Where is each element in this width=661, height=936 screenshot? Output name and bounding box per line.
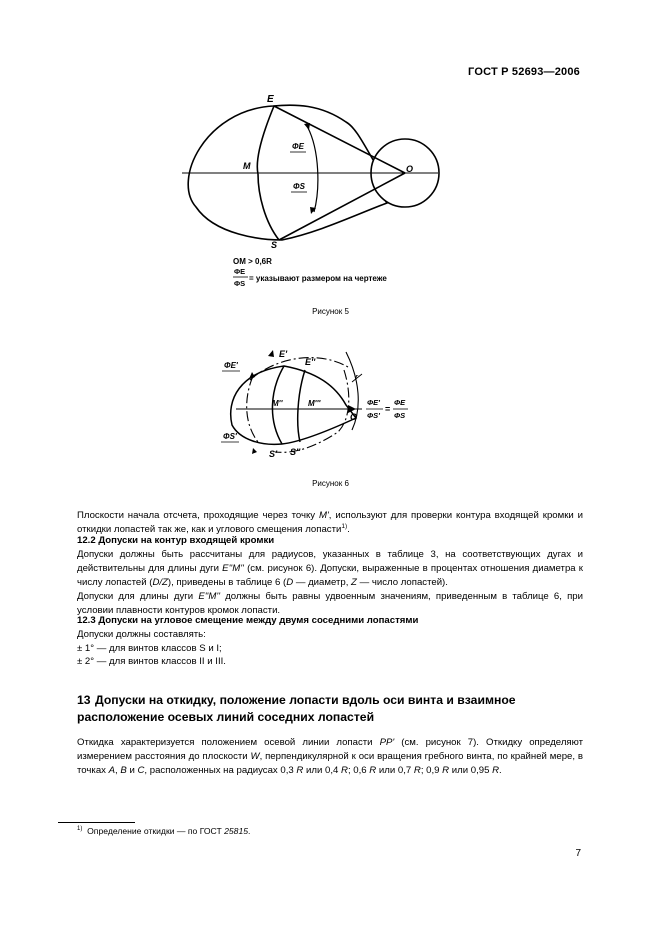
fig5-note-text: = указывают размером на чертеже: [249, 274, 387, 283]
fig5-arc-ms: [258, 174, 279, 240]
fig6-label-r: r: [355, 372, 358, 382]
fig5-label-phi-s: ΦS: [293, 182, 305, 191]
fig6-eq-right-num: ΦE: [394, 398, 406, 407]
fig6-label-m1: M'': [272, 399, 283, 408]
paragraph-reference-planes: Плоскости начала отсчета, проходящие через точку M', используют для проверки контура входящей кромки и откидки лопастей так же, как и углового смещения лопасти$^{1)}$.: [77, 510, 584, 535]
fig5-angle-arc: [307, 126, 318, 212]
fig6-eq-left-den: ΦS': [367, 411, 380, 420]
list-item-classes-ii-iii: ± 2° — для винтов классов II и III.: [77, 656, 226, 667]
fig5-arc-em: [257, 106, 274, 174]
fig6-arc-e2: [298, 370, 305, 442]
fig6-eq-right-den: ΦS: [394, 411, 406, 420]
footnote: $^{1)}$ Определение откидки — по ГОСТ 25815.: [77, 826, 251, 836]
paragraph-arc-length: Допуски для длины дуги E''M'' должны быть равны удвоенным значениям, приведенным в таблице 6, при условии плавности контуров кромок лопасти.: [77, 591, 583, 616]
fig5-label-m: M: [243, 161, 251, 171]
fig6-label-s1: S': [269, 449, 278, 459]
section-12-3-heading: 12.3 Допуски на угловое смещение между двумя соседними лопастями: [77, 615, 419, 626]
paragraph-tolerances-radii: Допуски должны быть рассчитаны для радиусов, указанных в таблице 3, на соответствующих дугах и действительны для длины дуги E''M'' (см. рисунок 6). Допуски, выраженные в процентах отношения диаметра к числу лопастей (D/Z), приведены в таблице 6 (D — диаметр, Z — число лопастей).: [77, 549, 583, 588]
page-number: 7: [575, 848, 581, 859]
fig5-note-frac-den: ΦS: [234, 279, 246, 288]
fig5-label-e: E: [267, 94, 274, 105]
fig6-eq-sign: =: [385, 404, 391, 414]
fig5-line-eo: [274, 106, 405, 173]
fig6-label-e1: E': [279, 349, 288, 359]
paragraph-tolerances-should: Допуски должны составлять:: [77, 629, 206, 640]
footnote-divider: [58, 822, 135, 823]
fig6-label-phi-s1: ΦS': [223, 432, 237, 441]
list-item-classes-s-i: ± 1° — для винтов классов S и I;: [77, 643, 222, 654]
fig6-label-s2: S'': [290, 447, 301, 457]
section-13-heading: 13 Допуски на откидку, положение лопасти вдоль оси винта и взаимное расположение осевых линий соседних лопастей: [77, 693, 516, 724]
fig5-label-phi-e: ΦE: [292, 142, 304, 151]
fig5-label-s: S: [271, 240, 278, 250]
fig6-label-e2: E'': [305, 357, 316, 367]
figure-5-caption: Рисунок 5: [312, 307, 349, 316]
fig6-eq-left-num: ΦE': [367, 398, 380, 407]
figure-6: [231, 352, 359, 452]
fig6-label-m2: M''': [308, 399, 321, 408]
paragraph-rake-definition: Откидка характеризуется положением осевой линии лопасти PP' (см. рисунок 7). Откидку определяют измерением расстояния до плоскости W, перпендикулярной к оси вращения гребного винта, по крайней мере, в точках A, B и C, расположенных на радиусах 0,3 R или 0,4 R; 0,6 R или 0,7 R; 0,9 R или 0,95 R.: [77, 737, 583, 776]
figure-6-caption: Рисунок 6: [312, 479, 349, 488]
fig5-label-o: O: [406, 164, 414, 174]
document-header: ГОСТ Р 52693—2006: [468, 66, 580, 78]
fig6-label-o: O: [350, 412, 358, 422]
fig6-label-phi-e1: ΦE': [224, 361, 238, 370]
fig5-note-frac-num: ΦE: [234, 267, 246, 276]
section-12-2-heading: 12.2 Допуски на контур входящей кромки: [77, 535, 275, 546]
fig6-blade-outline: [231, 366, 356, 444]
fig5-note-line1: OM > 0,6R: [233, 257, 272, 266]
